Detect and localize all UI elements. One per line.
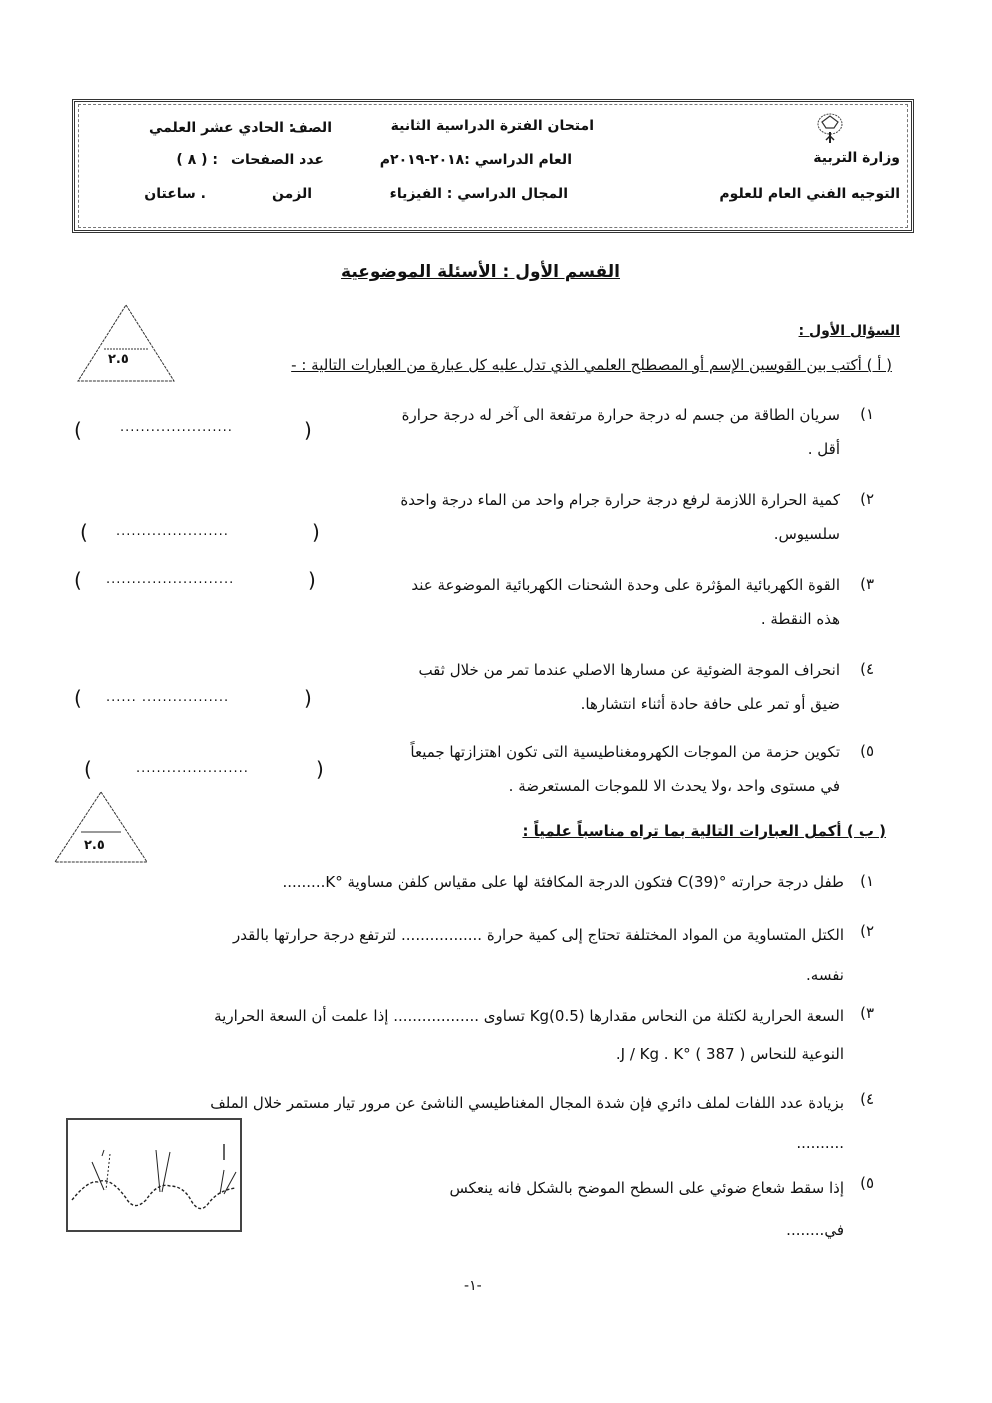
part-b-item-5: إذا سقط شعاع ضوئي على السطح الموضح بالشكل فانه ينعكس في........ <box>449 1179 844 1239</box>
pages-value: : ( ٨ ) <box>176 152 218 168</box>
question-title: السؤال الأول : <box>798 323 900 339</box>
grade-value: : الحادي عشر العلمي <box>149 120 295 136</box>
department-name: التوجيه الفني العام للعلوم <box>719 186 900 202</box>
ministry-name: وزارة التربية <box>813 150 900 166</box>
exam-title: امتحان الفترة الدراسية الثانية <box>390 118 594 134</box>
item-number: ١) <box>860 872 874 890</box>
open-paren: ( <box>74 568 82 592</box>
close-paren: ) <box>316 757 324 781</box>
answer-blank[interactable]: ...... ................. <box>106 690 230 705</box>
close-paren: ) <box>304 418 312 442</box>
answer-blank[interactable]: ...................... <box>136 761 249 776</box>
part-a-item-2: كمية الحرارة اللازمة لرفع درجة حرارة جرام واحد من الماء درجة واحدة سلسيوس. <box>400 491 840 543</box>
grade-label: الصف <box>291 120 332 136</box>
time-label: الزمن <box>271 186 312 202</box>
ministry-logo-icon <box>808 110 852 146</box>
item-number: ٣) <box>860 575 874 593</box>
part-b-item-2: الكتل المتساوية من المواد المختلفة تحتاج إلى كمية حرارة ................. لترتفع درجة حرارتها بالقدر نفسه. <box>232 926 844 984</box>
part-b-instruction: ( ب ) أكمل العبارات التالية بما تراه مناسباً علمياً : <box>522 822 886 840</box>
close-paren: ) <box>312 520 320 544</box>
item-number: ٥) <box>860 1174 874 1192</box>
section-title: القسم الأول : الأسئلة الموضوعية <box>341 262 620 282</box>
part-b-item-4: بزيادة عدد اللفات لملف دائري فإن شدة المجال المغناطيسي الناشئ عن مرور تيار مستمر خلال الملف .......... <box>210 1094 844 1152</box>
item-number: ٤) <box>860 660 874 678</box>
item-number: ٣) <box>860 1004 874 1022</box>
score-value-a: ٢.٥ <box>108 352 129 367</box>
part-a-item-1: سريان الطاقة من جسم له درجة حرارة مرتفعة الى آخر له درجة حرارة أقل . <box>401 406 840 458</box>
open-paren: ( <box>74 418 82 442</box>
open-paren: ( <box>80 520 88 544</box>
open-paren: ( <box>84 757 92 781</box>
part-a-item-3: القوة الكهربائية المؤثرة على وحدة الشحنات الكهربائية الموضوعة عند هذه النقطة . <box>411 576 840 628</box>
part-b-item-3: السعة الحرارية لكتلة من النحاس مقدارها Kg(0.5) تساوى .................. إذا علمت أن السعة الحرارية النوعية للنحاس J / Kg . K° ( 387 ). <box>214 1007 844 1063</box>
answer-blank[interactable]: ......................... <box>106 572 235 587</box>
item-number: ٢) <box>860 490 874 508</box>
open-paren: ( <box>74 686 82 710</box>
part-a-instruction: ( أ ) أكتب بين القوسين الإسم أو المصطلح العلمي الذي تدل عليه كل عبارة من العبارات التالية : - <box>291 356 892 374</box>
pages-label: عدد الصفحات <box>230 152 324 168</box>
academic-year: العام الدراسي :٢٠١٨-٢٠١٩م <box>379 152 572 168</box>
page-number: -١- <box>464 1278 482 1294</box>
time-value: . ساعتان <box>144 186 206 202</box>
close-paren: ) <box>304 686 312 710</box>
item-number: ٥) <box>860 742 874 760</box>
reflection-figure <box>66 1118 242 1232</box>
answer-blank[interactable]: ...................... <box>116 524 229 539</box>
score-value-b: ٢.٥ <box>84 838 105 853</box>
item-number: ١) <box>860 405 874 423</box>
part-a-item-5: تكوين حزمة من الموجات الكهرومغناطيسية التى تكون اهتزازتها جميعاً في مستوى واحد ،ولا يحدث الا للموجات المستعرضة . <box>410 743 840 795</box>
rough-surface-diagram-icon <box>68 1120 240 1230</box>
item-number: ٤) <box>860 1090 874 1108</box>
item-number: ٢) <box>860 922 874 940</box>
answer-blank[interactable]: ...................... <box>120 420 233 435</box>
subject: المجال الدراسي : الفيزياء <box>389 186 568 202</box>
part-a-item-4: انحراف الموجة الضوئية عن مسارها الاصلي عندما تمر من خلال ثقب ضيق أو تمر على حافة حادة أثناء انتشارها. <box>418 661 840 713</box>
score-triangle-a <box>76 303 176 383</box>
part-b-item-1: طفل درجة حرارته °C(39) فتكون الدرجة المكافئة لها على مقياس كلفن مساوية °K......... <box>282 873 844 891</box>
close-paren: ) <box>308 568 316 592</box>
